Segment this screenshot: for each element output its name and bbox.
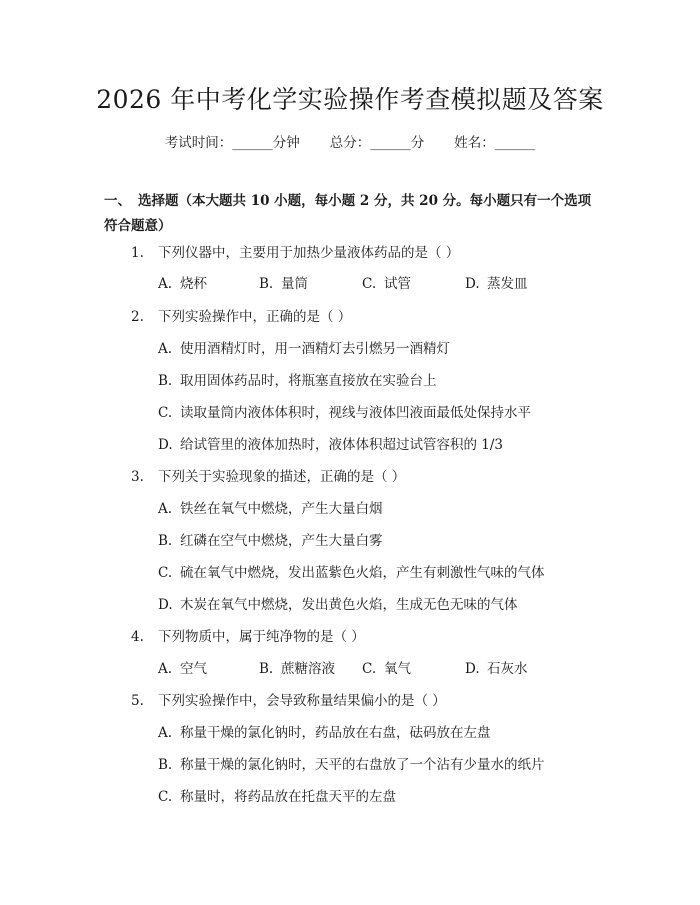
question-text: 下列仪器中，主要用于加热少量液体药品的是（ ） (158, 245, 460, 261)
question-number: 1. (131, 245, 144, 261)
section-number: 一、 (104, 193, 131, 209)
question-3-option-d: D. 木炭在氧气中燃烧，发出黄色火焰，生成无色无味的气体 (158, 597, 518, 613)
question-3-option-c: C. 硫在氧气中燃烧，发出蓝紫色火焰，产生有刺激性气味的气体 (158, 565, 545, 581)
question-number: 4. (131, 629, 144, 645)
exam-time-field: 考试时间：______分钟 (164, 135, 300, 151)
question-4 (131, 627, 365, 647)
option-b: B. 量筒 (259, 276, 308, 292)
question-number: 5. (131, 693, 144, 709)
question-2-option-a: A. 使用酒精灯时，用一酒精灯去引燃另一酒精灯 (158, 341, 450, 357)
question-2-option-b: B. 取用固体药品时，将瓶塞直接放在实验台上 (158, 373, 437, 389)
question-text: 下列实验操作中，正确的是（ ） (158, 309, 352, 325)
option-c: C. 氧气 (362, 661, 411, 677)
option-d: D. 石灰水 (465, 661, 528, 677)
student-name-field: 姓名：______ (454, 135, 536, 151)
question-3 (131, 467, 405, 487)
question-5-option-a: A. 称量干燥的氯化钠时，药品放在右盘，砝码放在左盘 (158, 725, 491, 741)
question-text: 下列物质中，属于纯净物的是（ ） (158, 629, 365, 645)
question-3-option-a: A. 铁丝在氧气中燃烧，产生大量白烟 (158, 501, 383, 517)
section-text: 选择题（本大题共 10 小题，每小题 2 分，共 20 分。每小题只有一个选项符合题意） (104, 193, 592, 234)
exam-title: 2026 年中考化学实验操作考查模拟题及答案 (96, 85, 604, 114)
question-2 (131, 307, 351, 327)
question-number: 2. (131, 309, 144, 325)
question-text: 下列实验操作中，会导致称量结果偏小的是（ ） (158, 693, 446, 709)
option-a: A. 空气 (158, 661, 207, 677)
question-1 (131, 243, 459, 263)
option-a: A. 烧杯 (158, 276, 207, 292)
question-number: 3. (131, 469, 144, 485)
option-c: C. 试管 (362, 276, 411, 292)
question-2-option-c: C. 读取量筒内液体体积时，视线与液体凹液面最低处保持水平 (158, 405, 531, 421)
question-5 (131, 691, 446, 711)
question-2-option-d: D. 给试管里的液体加热时，液体体积超过试管容积的 1/3 (158, 437, 504, 453)
question-5-option-b: B. 称量干燥的氯化钠时，天平的右盘放了一个沾有少量水的纸片 (158, 757, 545, 773)
exam-info (0, 131, 700, 151)
question-text: 下列关于实验现象的描述，正确的是（ ） (158, 469, 406, 485)
total-score-field: 总分：______分 (329, 135, 425, 151)
section-heading (104, 189, 604, 239)
question-5-option-c: C. 称量时，将药品放在托盘天平的左盘 (158, 789, 396, 805)
question-3-option-b: B. 红磷在空气中燃烧，产生大量白雾 (158, 533, 383, 549)
option-d: D. 蒸发皿 (465, 276, 528, 292)
option-b: B. 蔗糖溶液 (259, 661, 335, 677)
